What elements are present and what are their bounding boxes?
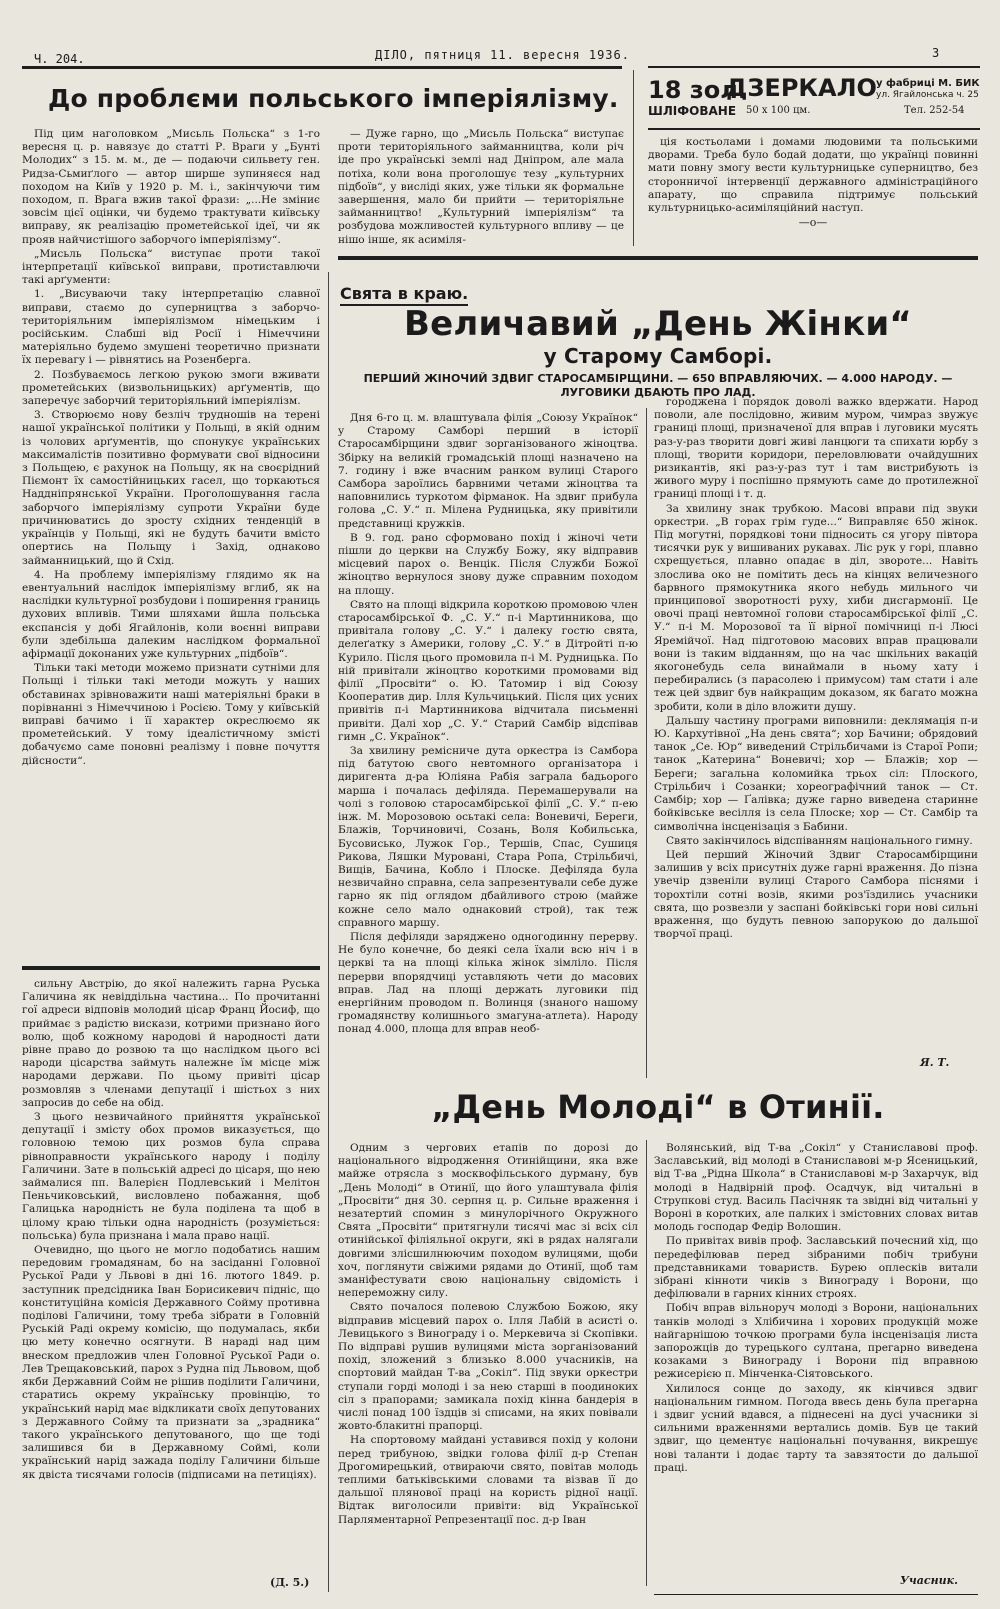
ad-price: 18 зол. bbox=[648, 76, 747, 104]
paragraph: — Дуже гарно, що „Мисьль Польска“ виступає проти територіяльного займанництва, коли річ іде про українські землі над Дніпром, але мала потіха, коли вона проголошує тезу „культурних підбоїв“, у висліді яких, уже тільки як формальне завершення, мало би прийти — територіяльне займанництво! „Культурний імперіялізм“ та розбудова можливостей культурного впливу — це нішо інше, як асиміля- bbox=[338, 128, 624, 246]
ornament-divider: —о— bbox=[798, 216, 828, 230]
ad-brand: ДЗЕРКАЛО bbox=[726, 74, 877, 102]
lower-left-rule bbox=[22, 966, 320, 970]
article-subtitle: у Старому Самборі. bbox=[543, 344, 773, 368]
header-rule-left bbox=[22, 66, 622, 69]
page-number: 3 bbox=[932, 46, 940, 60]
paragraph: Хилилося сонце до заходу, як кінчився здвиг національним гимном. Погода ввесь день була прегарна і здвиг усний вдався, а піднесені на дусі учасники зі сильними враженнями вертались домів. Був це такий здвиг, що цементує національні почування, викрешує нові таланти і додає тарту та завзятости до дальшої праці. bbox=[654, 1382, 978, 1474]
paragraph: „Мисьль Польска“ виступає проти такої інтерпретації київської виправи, протиставлючи такі арґументи: bbox=[22, 247, 320, 287]
paragraph: По привітах вивів проф. Заславський почесний хід, що передефілював перед зібраними побіч трибуни представниками товариств. Бурею оплесків витали зібрані кінноти чиків з Винограду і Ворони, що дефілювали в гарних кінних строях. bbox=[654, 1235, 978, 1301]
column-divider bbox=[646, 1140, 647, 1586]
paragraph: 1. „Висуваючи таку інтерпретацію славної виправи, стаємо до суперництва з заборчо-територіяльним імперіялізмом німецьким і російським. Слабші від Росії і Німеччини матеріяльно будемо змушені теоретично признати їх перевагу і — рівнятись на Розенберга. bbox=[22, 288, 320, 367]
column-divider bbox=[328, 272, 329, 1592]
paragraph: Тільки такі методи можемо признати сутніми для Польщі і тільки такі методи можуть у наших обставинах зрівноважити наші матеріяльні браки в порівнанні з Німеччиною і Росією. Тому у київській виправі бачимо і її характер окреслюємо як прометейський. У тому ідеалістичному змісті добачуємо саме поновні реалізму і повне почуття дійсности“. bbox=[22, 662, 320, 767]
paragraph: Дня 6-го ц. м. влаштувала філія „Союзу Українок“ у Старому Самборі перший в історії Старосамбірщини здвиг зорганізованого жіноцтва. Збірку на великій громадській площі назначено на 7. годину і вже вчасним ранком вулиці Старого Самбора зароїлись барвними четами жіноцтва та наповнились туркотом фірманок. На здвиг прибула голова „С. У.“ п. Мілена Рудницька, яку привітили представниці кружків. bbox=[338, 412, 638, 530]
paragraph: Побіч вправ вільноруч молоді з Ворони, національних танків молоді з Хлібичина і хорових продукцій може найгарнішою точкою програми була інсценізація листа запорожців до турецького султана, прегарно виведена козаками з Винограду і Ворони під вправною режисерією п. Мінченка-Сіятовського. bbox=[654, 1302, 978, 1381]
paragraph: Очевидно, що цього не могло подобатись нашим передовим громадянам, бо на засіданні Головної Руської Ради у Львові в дні 16. лютого 1849. р. заступник предсідника Іван Борисикевич підніс, що конституційна комісія Державного Сойму противна поділові Галичини, тому треба зібрати в Головній Руській Раді окрему комісію, що подумалась, якби цю мету конечно осягнути. В нараді над цим внеском предложив член Головної Руської Ради о. Лев Трещаковський, парох з Рудна під Львовом, щоб якби Державний Сойм не рішив поділити Галичини, старатись окрему українську провінцію, то український нарід має відкликати своїх депутованих з Державного Сойму та признати за „зрадника“ такого українського депутованого, що ще тоді залишився би в Державному Соймі, коли український нарід зажада поділу Галичини більше як двіста тисячами голосів (підписами на петиціях). bbox=[22, 1244, 320, 1481]
paragraph: Під цим наголовком „Мисьль Польска“ з 1-го вересня ц. р. навязує до статті Р. Враги у „Бунті Молодих“ з 15. м. м., де — подаючи сильвету ген. Ридза-Сьмиґлого — автор ширше зупиняєся над походом на Київ у 1920 р. М. і., закінчуючи тим походом, п. Врага вжив такої фрази: „...Не зміниє зовсім цієї оцінки, чи будемо трактувати київську виправу, як реалізацію прометейської ідеї, чи як прояв найчистішого заборчого імперіялізму“. bbox=[22, 128, 320, 246]
paragraph: Після дефіляди зарядженo одногодинну перерву. Не було конечне, бо деякі села їхали всю ніч і в церкві та на площі кілька жінок зімліло. Після перерви впорядчиці уставляють чети до масових вправ. Лад на площі держать луговики під енергійним проводом п. Волинця (знаного нашому громадянству колишнього змагуна-атлета). Народу понад 4.000, площа для вправ необ- bbox=[338, 930, 638, 1036]
ad-label: ШЛІФОВАНЕ bbox=[648, 104, 737, 118]
paragraph: ція костьолами і домами людовими та польськими дворами. Треба було бодай додати, що українці повинні мати повну змогу вести культурницьке суперництво, без сторонничої інтервенції державного адміністраційного апарату, що справила підтримує польський культурницько-асиміляційний наступ. bbox=[648, 136, 978, 215]
paragraph: Одним з чергових етапів по дорозі до національного відродження Отинійщини, яка вже майже отрясла з москвофільського дурману, був „День Молоді“ в Отинії, що його улаштувала філія „Просвіти“ дня 30. серпня ц. р. Сильне враження і незатертий спомин з минулорічного Окружного Свята „Просвіти“ притягнули тисячі мас зі всіх сіл отинійської філіяльної округи, які в рядах налягали довгими злісшилнюючим походом вулицями, щоби хоч, поглянути свіжими рядами до Отинії, щоб там зманіфестувати свою національну свідомість і непереможну силу. bbox=[338, 1142, 638, 1300]
lower-left-column bbox=[22, 978, 320, 1568]
masthead: ДІЛО, пятниця 11. вересня 1936. bbox=[375, 48, 630, 62]
paragraph: З цього незвичайного прийняття української депутації і змісту обох промов виказується, що головною темою цих розмов була справа рівноправности українського народу і поділу Галичини. Зате в польській адресі до цісаря, що нею займалися пп. Валерієн Подлевський і Мелітон Пеньчиковський, висловлено побажання, щоб Галицька народність не була поділена та щоб в цілому краю тільки одна народність (розуміється: польська) була признана і мала право нації. bbox=[22, 1111, 320, 1242]
section-rule bbox=[338, 256, 978, 260]
paragraph: сильну Австрію, до якої належить гарна Руська Галичина як невіддільна частина... По прочитанні гої адреси відповів молодий цісар Франц Йосиф, що приймає з радістю вискази, котрими признано його волю, щоб кожному народові й народності дати рівне право до розвою та що наслідком цього всі народи цісарства займуть належне їм місце між народами держави. По цьому привіті цісар розмовляв з членами депутації і шістьох з них запросив до себе на обід. bbox=[22, 978, 320, 1109]
article3-column-2 bbox=[654, 1142, 978, 1566]
bottom-rule bbox=[654, 1594, 978, 1595]
ad-phone: Тел. 252-54 bbox=[904, 105, 965, 116]
paragraph: Свято на площі відкрила короткою промовою член старосамбірської Ф. „С. У.“ п-і Мартинникова, що привітала голову „С. У.“ і далеку гостю свята, делеґатку з Америки, голову „С. У.“ в Дітройті п-ю Курило. Після цього промовила п-і М. Рудницька. По ній привітали жіноцтво короткими промовами від філії „Просвіти“ о. Ю. Татомир і від Союзу Кооператив дир. Ілля Кульчицький. Після цих усних привітів п-і Мартинникова відчитала письменні привіти. Далі хор „С. У.“ Старий Самбір відспівав гимн „С. Українок“. bbox=[338, 598, 638, 743]
paragraph: 4. На проблему імперіялізму глядимо як на евентуальний наслідок імперіялізму вглиб, як на наслідки культурної розбудови і поширення границь духових впливів. Тими шляхами йшла польська експансія у добі Ягайлонів, коли воєнні виправи були здебільша далеким наслідком формальної афірмації доконаних уже культурних „підбоїв“. bbox=[22, 568, 320, 660]
continuation-note: (Д. 5.) bbox=[270, 1576, 310, 1589]
paragraph: 2. Позбуваємось легкою рукою змоги вживати прометейських (визвольницьких) арґументів, що заперечує заборчий територіяльний імперіялізм. bbox=[22, 368, 320, 408]
page-label-left: Ч. 204. bbox=[34, 52, 85, 66]
paragraph: На спортовому майдані уставився похід у колони перед трибуною, звідки голова філії д-р Степан Дрогомирецький, отвираючи свято, повітав молодь теплими батьківськими словами та візвав її до дальшої плянової праці на користь рідної нації. Відтак виголосили привіти: від Української Парляментарної Репрезентації пос. д-р Іван bbox=[338, 1434, 638, 1526]
article2-column-1 bbox=[338, 412, 638, 1078]
article-title-womens-day: Величавий „День Жінки“ bbox=[404, 304, 912, 344]
article-title-youth-day: „День Молоді“ в Отинії. bbox=[431, 1088, 885, 1126]
ad-bottom-rule bbox=[648, 128, 980, 130]
paragraph: В 9. год. рано сформовано похід і жіночі чети пішли до церкви на Службу Божу, яку відправив місцевий парох о. Венцік. Після Служби Божої жіноцтво вернулося знову дуже справним походом на площу. bbox=[338, 531, 638, 597]
article-lead: ПЕРШИЙ ЖІНОЧИЙ ЗДВИГ СТАРОСАМБІРЩИНИ. — 650 ВПРАВЛЯЮЧИХ. — 4.000 НАРОДУ. — ЛУГОВИКИ ДБАЮТЬ ПРО ЛАД. bbox=[363, 372, 953, 399]
paragraph: За хвилину ремісниче дута оркестра із Самбора під батутою свого невтомного організатора і диригента д-ра Юліяна Рабія заграла бадьорого марша і почалась дефіляда. Перемашерували на чолі з головою старосамбірської філії „С. У.“ п-ею інж. М. Морозовою осьтакі села: Воневичі, Береги, Блажів, Торчиновичі, Созань, Воля Кобильська, Бусовисько, Лужок Гор., Тершів, Спас, Сушиця Рикова, Ляшки Муровані, Стара Ропа, Стрільбичі, Вищів, Бачина, Кобло і Плоске. Дефіляда була незвичайно справна, села запрезентували себе дуже гарно як під оглядом дбайливого строю (майже кожне село мало однаковий строй), так теж справного маршу. bbox=[338, 745, 638, 929]
article-title-imperialism: До проблєми польського імперіялізму. bbox=[48, 84, 619, 113]
ad-address: ул. Ягайлонська ч. 25 bbox=[876, 90, 979, 100]
paragraph: Свято закінчилось відспіванням національного гимну. bbox=[666, 834, 973, 847]
ad-factory: у фабриці М. БИК bbox=[876, 78, 980, 89]
column-divider bbox=[633, 70, 634, 246]
article2-column-2 bbox=[654, 396, 978, 1048]
header-rule-right bbox=[648, 66, 980, 68]
article3-column-1 bbox=[338, 1142, 638, 1582]
paragraph: 3. Створюємо нову безліч трудношів на терені нашої української політики у Польщі, в якій одним із чолових арґументів, що спонукує українських максималістів позитивно формувати свої відносини з Польщею, є рахунок на Польщу, як на своєрідний Піємонт їх самостійницьких гасел, що торкаються Наддніпрянської України. Проголошування гасла заборчого імперіялізму супроти України буде причинюватись до зросту східних тенденцій в українців у Польщі, які не будуть бачити вмісто опертись на Польщу і Захід, однаково займанницький, що й Схід. bbox=[22, 409, 320, 567]
article2-signature: Я. Т. bbox=[920, 1056, 950, 1069]
paragraph: Свято почалося полевою Службою Божою, яку відправив місцевий парох о. Ілля Лабій в асисті о. Левицького з Винограду і о. Меркевича зі Скопівки. По відправі рушив вулицями міста зорганізований похід, зложений з близько 8.000 учасників, на спортовий майдан Т-ва „Сокіл“. Під звуки оркестри ступали горді молоді і за нею старші в поодиноких сіл з прапорами; замикала похід кінна бандерія в числі понад 100 їздців зі списами, на яких повівали жовто-блакитні прапорці. bbox=[338, 1301, 638, 1433]
ad-size: 50 x 100 цм. bbox=[746, 105, 811, 116]
paragraph: Волянський, від Т-ва „Сокіл“ у Станиславові проф. Заславський, від молоді в Станиславові м-р Ясеницький, від Т-ва „Рідна Школа“ в Станиславові м-р Захарчук, від молоді в Надвірній проф. Осадчук, від читальні в Струпкові студ. Василь Пасічняк та звідні від читальні у Вороні в коротких, але палких і змістовних словах витав молодь господар Федір Волошин. bbox=[654, 1142, 978, 1234]
article1-column-1 bbox=[22, 128, 320, 936]
column-divider bbox=[646, 408, 647, 1078]
section-label: Свята в краю. bbox=[340, 284, 468, 306]
paragraph: Дальшу частину програми виповнили: деклямація п-и Ю. Кархутівної „На день свята“; хор Бачини; обрядовий танок „Се. Юр“ виведений Стрільбичами із Старої Ропи; танок „Катерина“ Воневичі; хор — Блажів; хор — Береги; загальна коломийка трьох сіл: Плоского, Стрільбич і Созанки; хореографічний танок — Ст. Самбір; хор — Ґалівка; дуже гарно виведена старинне бойківське весілля із села Плоске; хор — Ст. Самбір та символічна інсценізація з Бабини. bbox=[654, 714, 978, 833]
mirror-advertisement bbox=[648, 74, 978, 124]
paragraph: Цей перший Жіночий Здвиг Старосамбірщини залишив у всіх присутніх дуже гарні враження. До пізна увечір дзвеніли вулиці Старого Самбора піснями і торохтіли сотні возів, якими роз'їздились учасники свята, що розвезли у заспані бойківські гори нові сильні враження, що будуть певною запорукою до дальшої творчої праці. bbox=[654, 848, 978, 941]
article3-signature: Учасник. bbox=[900, 1574, 958, 1587]
paragraph: городжена і порядок доволі важко вдержати. Народ поволи, але послідовно, живим муром, чимраз звужує границі площі, призначеної для вправ і луговики мусять раз-у-раз творити довгі живі ланцюги та спихати юрбу з площі, творити коридори, переловлювати очайдушних ризикантів, які раз-у-раз тут і там вистрибують із живого муру і поспішно прямують саме до протилежної границі площі і т. д. bbox=[654, 396, 978, 501]
article1-column-2 bbox=[338, 128, 624, 248]
paragraph: За хвилину знак трубкою. Масові вправи під звуки оркестри. „В горах грім гуде...“ Виправляє 650 жінок. Під могутні, порядкові тони підносить ся угору півтора тисячки рук у вишиваних рукавах. Ліс рук у горі, плавно схрещується, плавно опадає в діл, звороте... Навіть злослива око не помітить десь на кінцях величезного барвного прямокутника якого небудь мильного чи принципової зворотності руху, хиби дисгармонії. Це овочі праці невтомної голови старосамбірської філії „С. У.“ п-і М. Морозової та її вірної помічниці п-і Люсі Яремійчої. Над підготовою масових вправ працювали вони із таким відданням, що на час шкільних вакацій якогонебудь села винаймали в ньому хату і перебирались (з парасолею і примусом) там стати і але теж цей здвиг був найкращим доказом, як багато можна зробити, коли в діло вложити душу. bbox=[654, 502, 978, 713]
article1-column-3 bbox=[648, 136, 978, 236]
